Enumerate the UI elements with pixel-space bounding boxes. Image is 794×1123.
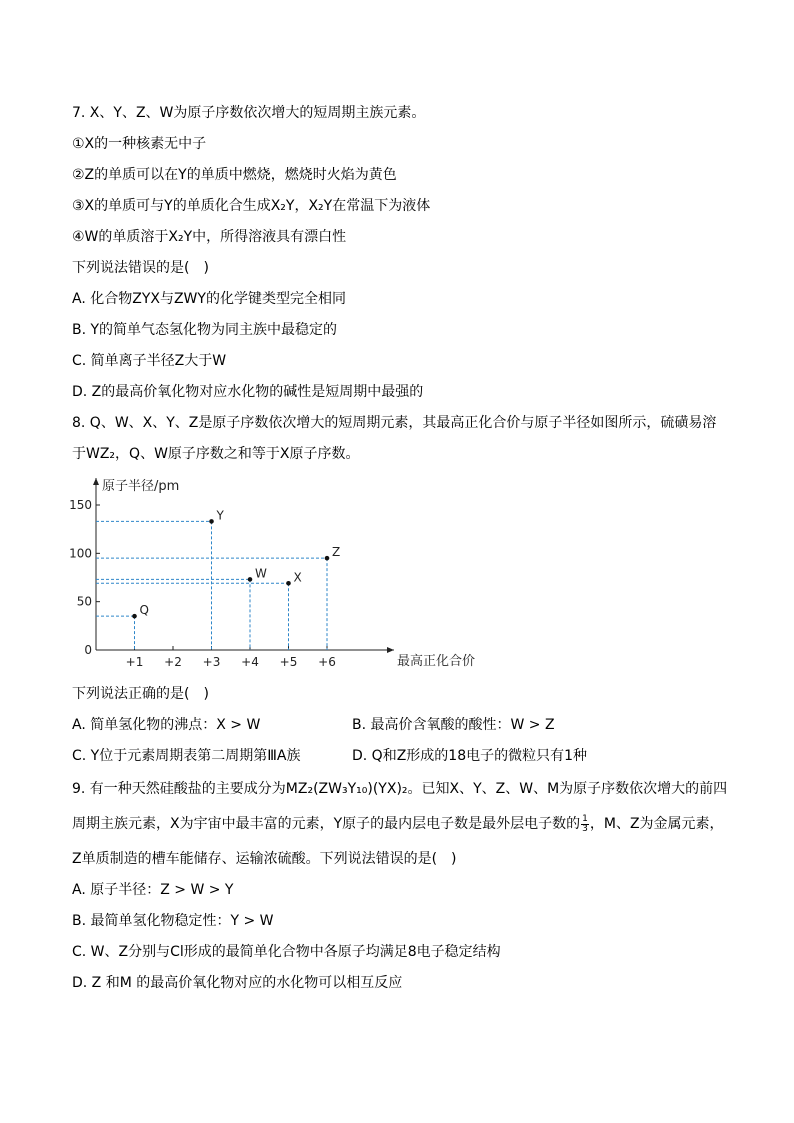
point-label: Q: [139, 603, 149, 618]
radius-valence-chart: [64, 470, 476, 680]
q8-option-a: A. 简单氢化物的沸点：X > W: [72, 717, 261, 733]
y-axis-arrow: [93, 478, 99, 485]
q7-stem: 7. X、Y、Z、W为原子序数依次增大的短周期主族元素。: [72, 105, 426, 121]
q7-condition-1: ①X的一种核素无中子: [72, 136, 207, 152]
fraction-denominator: 3: [582, 823, 588, 834]
q8-option-c: C. Y位于元素周期表第二周期第ⅢA族: [72, 748, 301, 764]
q9-stem-line2-a: 周期主族元素，X为宇宙中最丰富的元素，Y原子的最内层电子数是最外层电子数的: [72, 816, 581, 832]
q8-option-d: D. Q和Z形成的18电子的微粒只有1种: [352, 748, 588, 764]
point-label: Y: [216, 508, 224, 523]
q8-question: 下列说法正确的是( ): [72, 686, 209, 702]
x-axis-arrow: [387, 647, 394, 653]
q9-option-a: A. 原子半径：Z > W > Y: [72, 882, 234, 898]
point-label: X: [293, 570, 302, 585]
y-tick-label: 150: [69, 498, 92, 512]
point-label: Z: [332, 545, 341, 560]
q9-stem-line2: [72, 814, 724, 834]
q7-condition-4: ④W的单质溶于X₂Y中，所得溶液具有漂白性: [72, 229, 347, 245]
q7-option-b: B. Y的简单气态氢化物为同主族中最稳定的: [72, 322, 338, 338]
q8-option-b: B. 最高价含氧酸的酸性：W > Z: [352, 717, 555, 733]
q9-stem-line2-b: ，M、Z为金属元素，: [589, 816, 724, 832]
data-point: [286, 581, 291, 586]
q9-stem-line3: Z单质制造的槽车能储存、运输浓硫酸。下列说法错误的是( ): [72, 851, 457, 867]
q9-stem-line1: 9. 有一种天然硅酸盐的主要成分为MZ₂(ZW₃Y₁₀)(YX)₂。已知X、Y、Z、W、M为原子序数依次增大的前四: [72, 781, 728, 797]
data-point: [209, 519, 214, 524]
q9-option-b: B. 最简单氢化物稳定性：Y > W: [72, 913, 274, 929]
x-tick-label: +6: [318, 655, 336, 669]
q9-option-c: C. W、Z分别与Cl形成的最简单化合物中各原子均满足8电子稳定结构: [72, 944, 501, 960]
y-tick-label: 50: [76, 594, 92, 609]
q8-stem-line2: 于WZ₂，Q、W原子序数之和等于X原子序数。: [72, 446, 360, 462]
q7-question: 下列说法错误的是( ): [72, 260, 209, 276]
point-label: W: [255, 566, 267, 581]
x-tick-label: +2: [164, 655, 182, 669]
x-tick-label: +1: [125, 655, 144, 669]
chart-layer: [69, 478, 475, 669]
q7-option-c: C. 简单离子半径Z大于W: [72, 353, 227, 369]
fraction: [581, 815, 589, 834]
y-tick-label: 0: [84, 643, 92, 657]
fraction-numerator: 1: [582, 813, 588, 824]
q7-option-a: A. 化合物ZYX与ZWY的化学键类型完全相同: [72, 291, 346, 307]
y-axis-label: 原子半径/pm: [102, 479, 180, 494]
q9-option-d: D. Z 和M 的最高价氧化物对应的水化物可以相互反应: [72, 975, 403, 991]
q7-condition-2: ②Z的单质可以在Y的单质中燃烧，燃烧时火焰为黄色: [72, 167, 397, 183]
x-tick-label: +3: [202, 655, 221, 669]
x-axis-label: 最高正化合价: [397, 654, 476, 669]
y-tick-label: 100: [69, 546, 92, 561]
q8-stem-line1: 8. Q、W、X、Y、Z是原子序数依次增大的短周期元素，其最高正化合价与原子半径如图所示，硫磺易溶: [72, 415, 717, 431]
data-point: [325, 556, 330, 561]
q7-condition-3: ③X的单质可与Y的单质化合生成X₂Y，X₂Y在常温下为液体: [72, 198, 431, 214]
q7-option-d: D. Z的最高价氧化物对应水化物的碱性是短周期中最强的: [72, 384, 424, 400]
x-tick-label: +4: [241, 655, 259, 669]
data-point: [132, 614, 137, 619]
data-point: [248, 577, 253, 582]
x-tick-label: +5: [279, 655, 298, 669]
